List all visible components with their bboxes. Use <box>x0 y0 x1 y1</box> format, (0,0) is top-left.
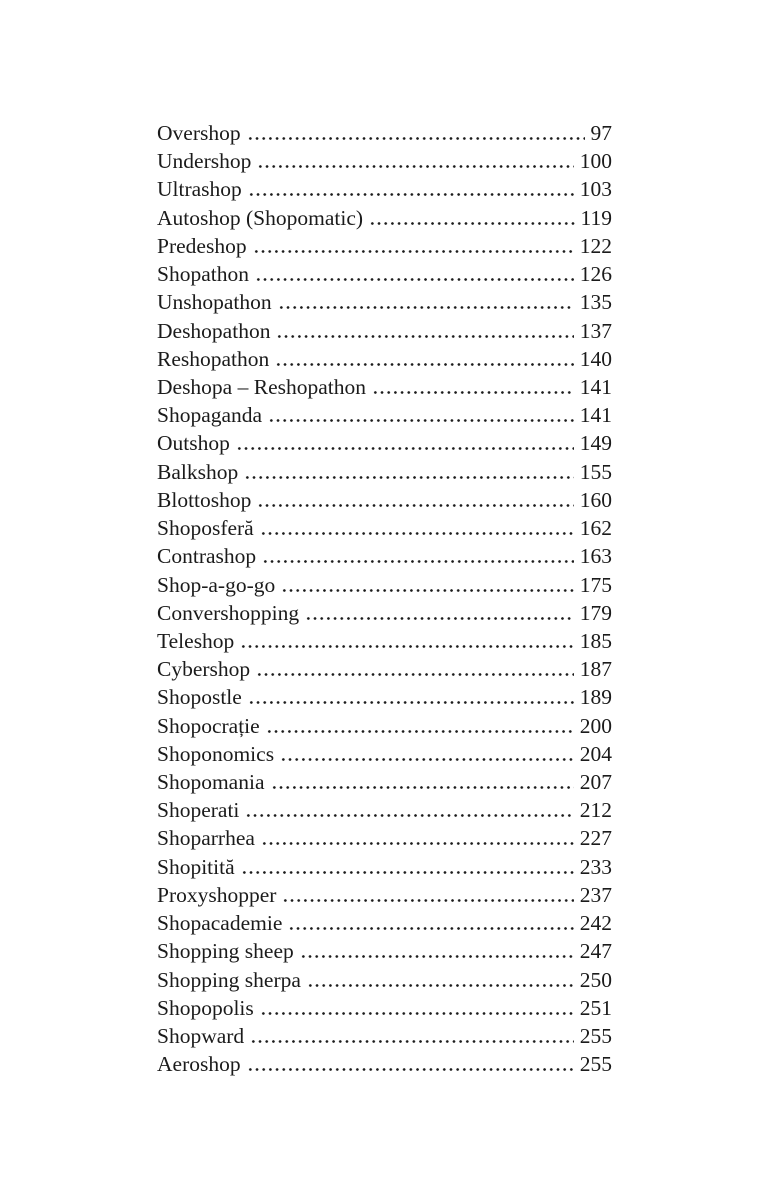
dot-leader <box>288 927 573 930</box>
toc-entry[interactable] <box>157 966 612 994</box>
toc-entry-title: Cybershop <box>157 657 251 682</box>
dot-leader <box>260 532 574 535</box>
toc-entry-page: 227 <box>579 826 612 851</box>
toc-entry-title: Shopostle <box>157 685 242 710</box>
toc-entry[interactable] <box>157 796 612 824</box>
toc-entry-page: 204 <box>579 741 612 766</box>
toc-entry-title: Shopping sheep <box>157 939 294 964</box>
dot-leader <box>247 137 585 140</box>
toc-entry-title: Shoposferă <box>157 516 254 541</box>
toc-entry-title: Unshopathon <box>157 290 272 315</box>
toc-entry-title: Balkshop <box>157 459 239 484</box>
toc-entry[interactable] <box>157 486 612 514</box>
toc-entry-title: Shopathon <box>157 262 249 287</box>
dot-leader <box>253 250 574 253</box>
toc-entry-title: Autoshop (Shopomatic) <box>157 205 364 230</box>
toc-entry-page: 207 <box>579 770 612 795</box>
toc-entry[interactable] <box>157 909 612 937</box>
toc-entry[interactable] <box>157 683 612 711</box>
dot-leader <box>257 165 573 168</box>
dot-leader <box>248 193 574 196</box>
toc-entry[interactable] <box>157 824 612 852</box>
toc-entry-page: 119 <box>580 205 612 230</box>
toc-entry[interactable] <box>157 119 612 147</box>
toc-entry-page: 187 <box>579 657 612 682</box>
toc-entry-title: Outshop <box>157 431 230 456</box>
toc-entry[interactable] <box>157 345 612 373</box>
dot-leader <box>262 560 574 563</box>
toc-entry-title: Shop-a-go-go <box>157 572 276 597</box>
toc-entry[interactable] <box>157 627 612 655</box>
toc-entry-page: 122 <box>579 233 612 258</box>
toc-entry-title: Shopward <box>157 1024 245 1048</box>
toc-entry-title: Predeshop <box>157 233 247 258</box>
dot-leader <box>282 899 573 902</box>
toc-entry-page: 100 <box>579 149 612 174</box>
dot-leader <box>300 955 574 958</box>
toc-entry-title: Shopaganda <box>157 403 263 428</box>
toc-entry-title: Shopomania <box>157 770 265 795</box>
toc-entry[interactable] <box>157 712 612 740</box>
toc-entry[interactable] <box>157 232 612 260</box>
dot-leader <box>248 701 574 704</box>
dot-leader <box>266 730 574 733</box>
toc-entry-title: Shopocrație <box>157 713 260 738</box>
toc-entry[interactable] <box>157 994 612 1022</box>
toc-entry-title: Shoponomics <box>157 741 275 766</box>
dot-leader <box>250 1040 574 1043</box>
toc-entry-page: 141 <box>579 403 612 428</box>
dot-leader <box>236 447 574 450</box>
toc-entry-page: 189 <box>579 685 612 710</box>
dot-leader <box>369 222 575 225</box>
dot-leader <box>305 617 574 620</box>
toc-entry-page: 255 <box>579 1052 612 1077</box>
toc-entry-page: 162 <box>579 516 612 541</box>
toc-entry-title: Shopitită <box>157 854 235 879</box>
toc-entry-page: 163 <box>579 544 612 569</box>
toc-entry[interactable] <box>157 881 612 909</box>
toc-entry-page: 237 <box>579 882 612 907</box>
toc-entry-title: Deshopa – Reshopathon <box>157 374 366 399</box>
dot-leader <box>280 758 574 761</box>
toc-entry[interactable] <box>157 458 612 486</box>
dot-leader <box>241 871 574 874</box>
toc-entry[interactable] <box>157 655 612 683</box>
dot-leader <box>276 335 573 338</box>
toc-entry-page: 155 <box>579 459 612 484</box>
toc-entry[interactable] <box>157 853 612 881</box>
toc-entry-title: Overshop <box>157 121 241 145</box>
toc-entry[interactable] <box>157 429 612 457</box>
dot-leader <box>372 391 574 394</box>
toc-entry-page: 250 <box>579 967 612 992</box>
toc-entry-title: Shopping sherpa <box>157 967 301 992</box>
toc-entry[interactable] <box>157 768 612 796</box>
dot-leader <box>307 984 574 987</box>
toc-entry[interactable] <box>157 317 612 345</box>
toc-entry-page: 212 <box>579 798 612 823</box>
toc-entry-title: Deshopathon <box>157 318 271 343</box>
dot-leader <box>261 842 574 845</box>
toc-entry[interactable] <box>157 288 612 316</box>
toc-list <box>157 119 612 1078</box>
toc-entry[interactable] <box>157 1050 612 1078</box>
toc-entry-title: Contrashop <box>157 544 257 569</box>
dot-leader <box>268 419 574 422</box>
dot-leader <box>257 504 573 507</box>
toc-entry-page: 97 <box>590 121 612 145</box>
toc-entry-title: Ultrashop <box>157 177 242 202</box>
toc-entry-title: Proxyshopper <box>157 882 277 907</box>
dot-leader <box>271 786 574 789</box>
toc-entry[interactable] <box>157 373 612 401</box>
toc-entry-page: 137 <box>579 318 612 343</box>
toc-entry-title: Blottoshop <box>157 487 252 512</box>
dot-leader <box>247 1068 574 1071</box>
dot-leader <box>255 278 574 281</box>
dot-leader <box>278 306 574 309</box>
dot-leader <box>275 363 573 366</box>
toc-entry-title: Undershop <box>157 149 252 174</box>
toc-entry-title: Shoparrhea <box>157 826 255 851</box>
toc-entry[interactable] <box>157 599 612 627</box>
toc-entry-page: 149 <box>579 431 612 456</box>
toc-entry[interactable] <box>157 260 612 288</box>
toc-entry[interactable] <box>157 937 612 965</box>
toc-entry-page: 200 <box>579 713 612 738</box>
toc-entry-page: 251 <box>579 995 612 1020</box>
toc-entry-page: 233 <box>579 854 612 879</box>
toc-entry-page: 185 <box>579 628 612 653</box>
toc-entry-page: 103 <box>579 177 612 202</box>
toc-entry-title: Aeroshop <box>157 1052 241 1077</box>
toc-entry[interactable] <box>157 147 612 175</box>
toc-entry[interactable] <box>157 571 612 599</box>
dot-leader <box>281 589 574 592</box>
toc-entry-page: 140 <box>579 346 612 371</box>
dot-leader <box>240 645 573 648</box>
toc-entry[interactable] <box>157 740 612 768</box>
toc-entry-title: Reshopathon <box>157 346 270 371</box>
toc-entry-page: 160 <box>579 487 612 512</box>
toc-entry[interactable] <box>157 204 612 232</box>
toc-entry[interactable] <box>157 542 612 570</box>
toc-entry[interactable] <box>157 514 612 542</box>
toc-entry[interactable] <box>157 1022 612 1050</box>
toc-entry[interactable] <box>157 175 612 203</box>
toc-entry-title: Shopacademie <box>157 911 283 936</box>
dot-leader <box>244 476 574 479</box>
toc-entry-page: 255 <box>579 1024 612 1048</box>
dot-leader <box>256 673 574 676</box>
toc-entry-title: Shoperati <box>157 798 240 823</box>
dot-leader <box>260 1012 574 1015</box>
toc-entry-title: Teleshop <box>157 628 235 653</box>
dot-leader <box>245 814 573 817</box>
toc-entry-page: 242 <box>579 911 612 936</box>
toc-entry-page: 179 <box>579 600 612 625</box>
toc-entry-title: Convershopping <box>157 600 300 625</box>
toc-entry-title: Shopopolis <box>157 995 254 1020</box>
toc-entry-page: 135 <box>579 290 612 315</box>
toc-entry-page: 247 <box>579 939 612 964</box>
toc-entry-page: 126 <box>579 262 612 287</box>
toc-entry[interactable] <box>157 401 612 429</box>
toc-entry-page: 175 <box>579 572 612 597</box>
toc-entry-page: 141 <box>579 374 612 399</box>
